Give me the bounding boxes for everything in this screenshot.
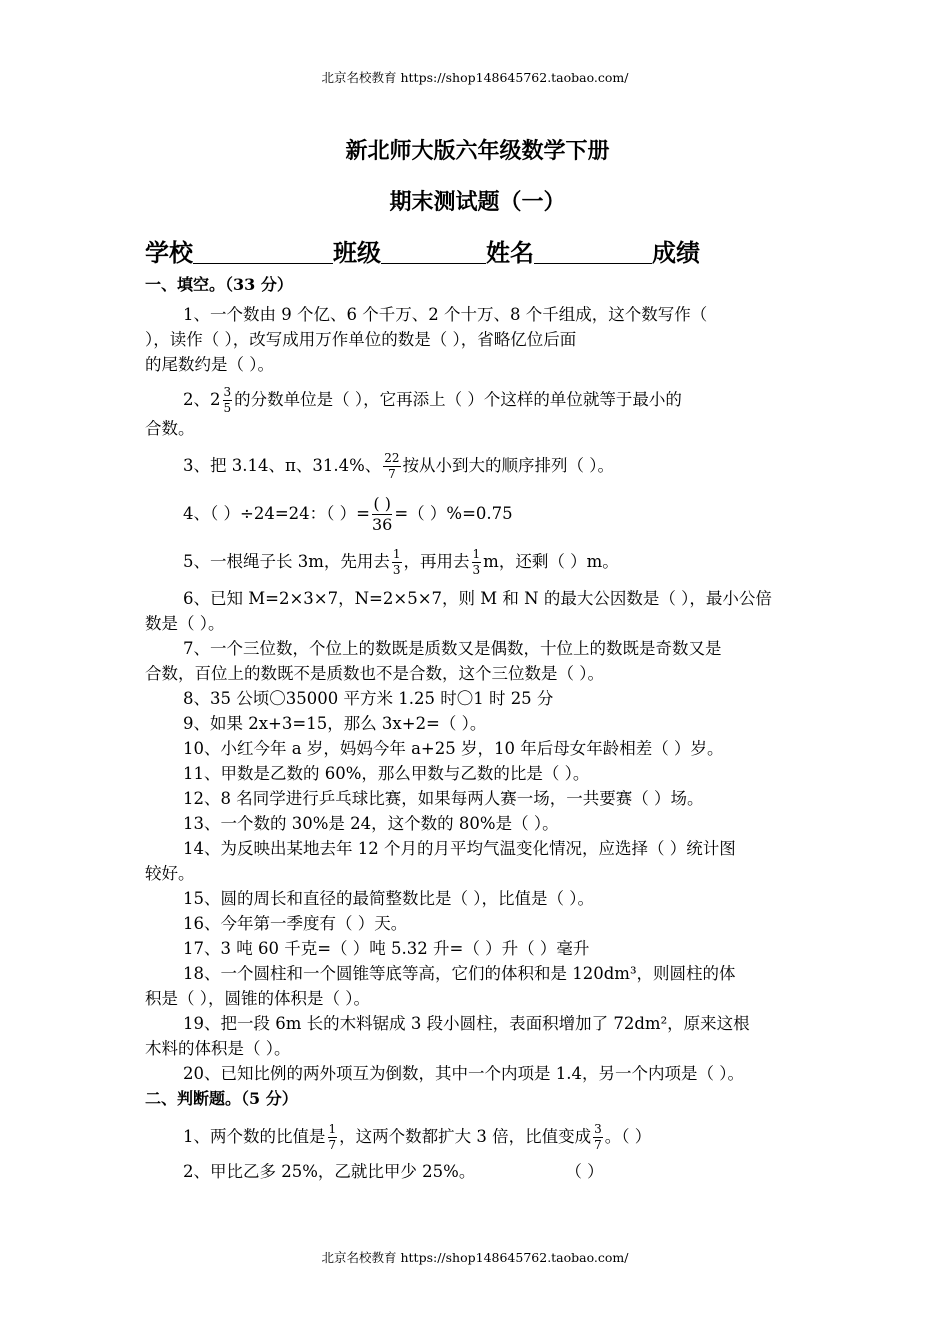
q3-line [145,451,810,482]
j2-line [145,1159,810,1184]
j1-fraction-1-numerator: 1 [328,1122,337,1136]
j1-fraction-2-denominator: 7 [594,1138,602,1152]
q3-fraction-numerator: 22 [384,451,400,465]
q6-line-2: 数是（ ）。 [145,614,225,633]
q4-text-pre: 4、（ ）÷24=24：（ ）= [183,504,370,523]
j2-text: 2、甲比乙多 25%，乙就比甲少 25%。 [183,1162,476,1181]
q18-line-1: 18、一个圆柱和一个圆锥等底等高，它们的体积和是 120dm³，则圆柱的体 [183,964,736,983]
q2-text-pre: 2、2 [183,390,221,409]
name-blank[interactable] [534,239,652,264]
exam-title: 新北师大版六年级数学下册 [345,138,610,164]
judge-1 [145,1122,810,1153]
school-label: 学校 [145,238,193,267]
q14-line-1: 14、为反映出某地去年 12 个月的月平均气温变化情况，应选择（ ）统计图 [183,839,736,858]
question-19 [145,1011,810,1061]
q1-line-1: 1、一个数由 9 个亿、6 个千万、2 个十万、8 个千组成，这个数写作（ [183,305,708,324]
q5-text-pre: 5、一根绳子长 3m，先用去 [183,552,390,571]
score-label: 成绩 [652,238,700,267]
question-18 [145,961,810,1011]
q7-line-1: 7、一个三位数，个位上的数既是质数又是偶数，十位上的数既是奇数又是 [183,639,722,658]
q2-fraction-numerator: 3 [223,385,232,399]
q19-line-1: 19、把一段 6m 长的木料锯成 3 段小圆柱，表面积增加了 72dm²，原来这根 [183,1014,750,1033]
question-9: 9、如果 2x+3=15，那么 3x+2=（ ）。 [183,714,487,733]
j1-fraction-1-denominator: 7 [328,1138,337,1152]
question-20: 20、已知比例的两外项互为倒数，其中一个内项是 1.4，另一个内项是（ ）。 [183,1064,744,1083]
question-13: 13、一个数的 30%是 24，这个数的 80%是（ ）。 [183,814,559,833]
q5-text-mid: ，再用去 [403,552,470,571]
q4-line [145,494,810,535]
exam-subtitle: 期末测试题（一） [389,189,566,215]
q3-fraction [383,451,400,482]
student-info-row [145,233,810,268]
question-16: 16、今年第一季度有（ ）天。 [183,914,408,933]
question-7 [145,636,810,686]
q5-fraction-1 [392,547,402,578]
q5-fraction-1-numerator: 1 [392,547,401,561]
q7-line-2: 合数，百位上的数既不是质数也不是合数，这个三位数是（ ）。 [145,664,604,683]
j1-fraction-2 [593,1122,603,1153]
school-blank[interactable] [193,239,333,264]
question-5 [145,547,810,578]
question-2 [145,385,810,441]
j1-text-post: 。（ ） [604,1127,652,1146]
section-1-heading: 一、填空。（33 分） [145,275,293,294]
page-footer: 北京名校教育 https://shop148645762.taobao.com/ [321,1250,629,1265]
q3-fraction-denominator: 7 [388,467,396,481]
question-8: 8、35 公顷〇35000 平方米 1.25 时〇1 时 25 分 [183,689,554,708]
j1-text-pre: 1、两个数的比值是 [183,1127,326,1146]
j1-line [145,1122,810,1153]
question-14 [145,836,810,886]
page-header: 北京名校教育 https://shop148645762.taobao.com/ [321,70,629,85]
question-10: 10、小红今年 a 岁，妈妈今年 a+25 岁，10 年后母女年龄相差（ ）岁。 [183,739,724,758]
q5-fraction-2 [472,547,482,578]
question-11: 11、甲数是乙数的 60%，那么甲数与乙数的比是（ ）。 [183,764,590,783]
question-3 [145,451,810,482]
question-4 [145,494,810,535]
q5-fraction-2-numerator: 1 [472,547,481,561]
j2-answer-paren: （ ） [565,1162,604,1181]
q4-text-post: =（ ）%=0.75 [394,504,513,523]
name-label: 姓名 [486,238,534,267]
j1-fraction-1 [328,1122,338,1153]
q5-text-post: m，还剩（ ）m。 [483,552,619,571]
j1-fraction-2-numerator: 3 [594,1122,602,1136]
q4-fraction-denominator: 36 [371,515,393,534]
section-2-heading: 二、判断题。（5 分） [145,1089,298,1108]
q2-text-post: 的分数单位是（ ），它再添上（ ）个这样的单位就等于最小的 [234,390,682,409]
question-6 [145,586,810,636]
q19-line-2: 木料的体积是（ ）。 [145,1039,291,1058]
q14-line-2: 较好。 [145,864,195,883]
q4-fraction-numerator: ( ) [373,494,391,513]
class-blank[interactable] [381,239,486,264]
q6-line-1: 6、已知 M=2×3×7，N=2×5×7，则 M 和 N 的最大公因数是（ ），最小公倍 [183,589,772,608]
q18-line-2: 积是（ ），圆锥的体积是（ ）。 [145,989,370,1008]
q5-fraction-1-denominator: 3 [392,563,401,577]
question-1 [145,302,810,377]
q5-fraction-2-denominator: 3 [472,563,481,577]
q3-text-pre: 3、把 3.14、π、31.4%、 [183,456,382,475]
q2-line-2: 合数。 [145,419,195,438]
q4-fraction [372,494,392,535]
judge-2 [145,1159,810,1184]
class-label: 班级 [333,238,381,267]
q5-line [145,547,810,578]
q1-line-2: ），读作（ ），改写成用万作单位的数是（ ），省略亿位后面 [145,330,577,349]
q1-line-3: 的尾数约是（ ）。 [145,355,274,374]
exam-body [145,272,810,1184]
j1-text-mid: ，这两个数都扩大 3 倍，比值变成 [339,1127,592,1146]
question-15: 15、圆的周长和直径的最简整数比是（ ），比值是（ ）。 [183,889,594,908]
question-12: 12、8 名同学进行乒乓球比赛，如果每两人赛一场，一共要赛（ ）场。 [183,789,704,808]
q2-line-1 [145,385,810,416]
q2-fraction [223,385,233,416]
q2-fraction-denominator: 5 [223,401,232,415]
q3-text-post: 按从小到大的顺序排列（ ）。 [402,456,615,475]
question-17: 17、3 吨 60 千克=（ ）吨 5.32 升=（ ）升（ ）毫升 [183,939,590,958]
